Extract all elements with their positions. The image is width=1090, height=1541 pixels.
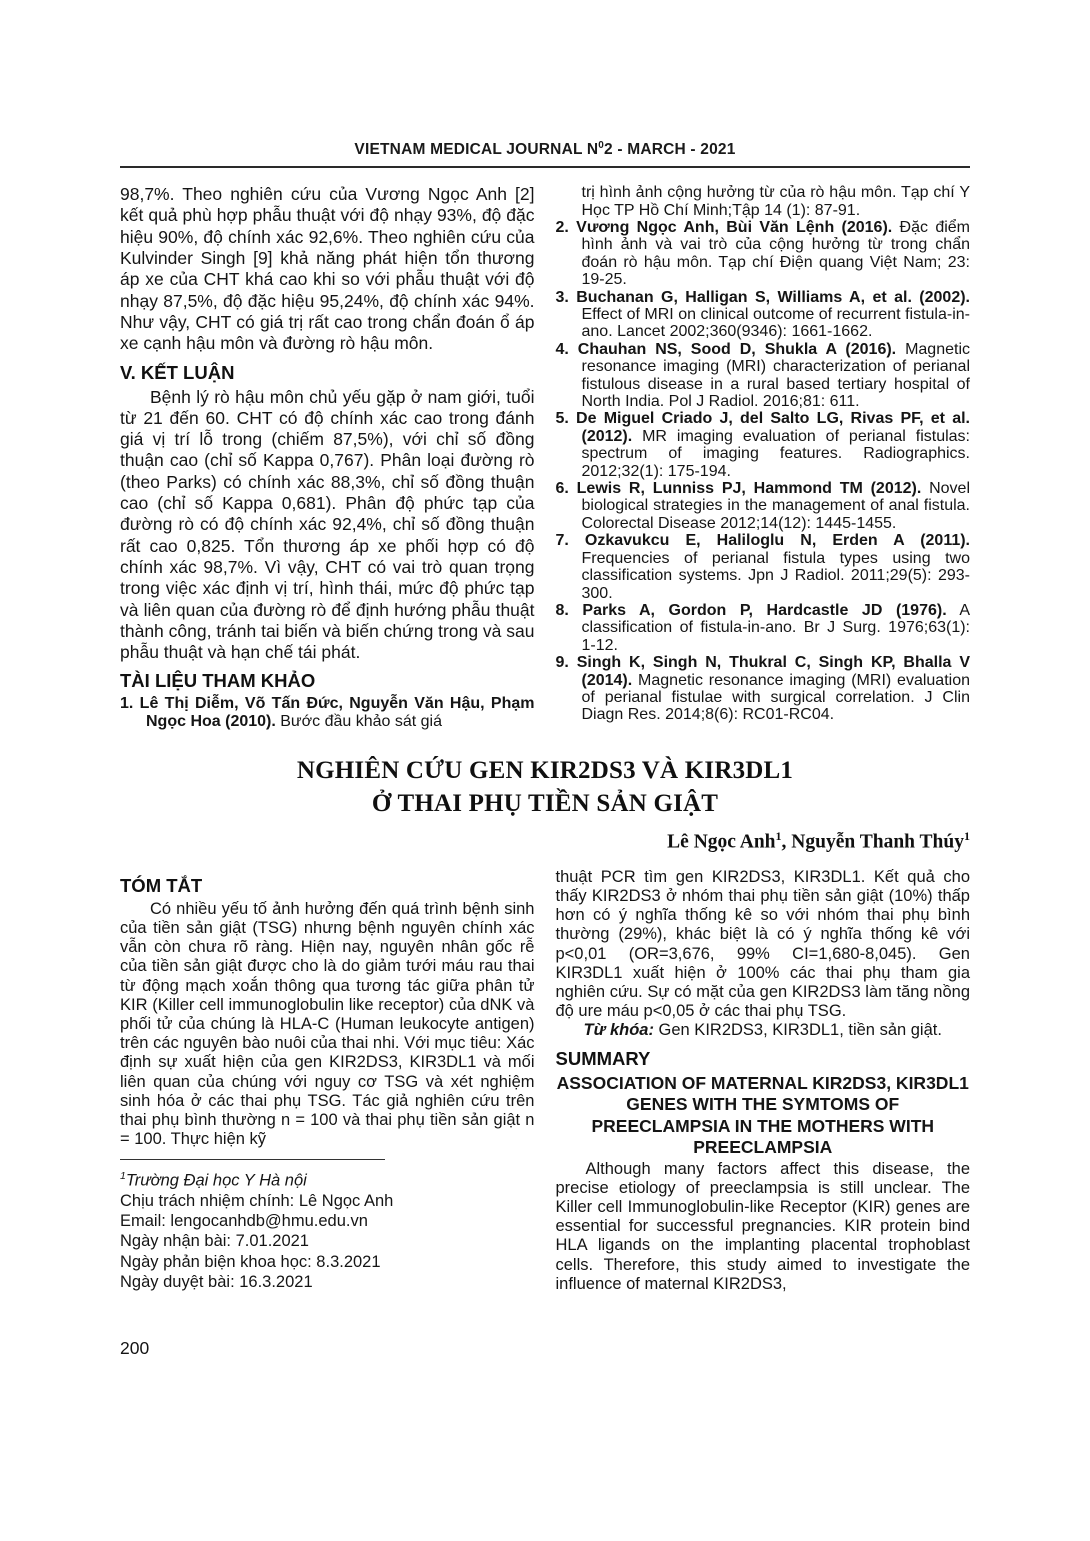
footnote-email: Email: lengocanhdb@hmu.edu.vn: [120, 1212, 368, 1231]
article2-left-column: [120, 868, 535, 1294]
reference-label: 1. Lê Thị Diễm, Võ Tấn Đức, Nguyễn Văn Hậu, Phạm Ngọc Hoa (2010).: [120, 695, 535, 730]
results-continuation-text: 98,7%. Theo nghiên cứu của Vương Ngọc Anh [2] kết quả phù hợp phẫu thuật với độ nhạy 93%, độ đặc hiệu 90%, độ chính xác 92,6%. Theo nghiên cứu của Kulvinder Singh [9] khả năng phát hiện tổn thương áp xe của CHT khá cao khi so với phẫu thuật với độ nhạy 87,5%, độ đặc hiệu 95,24%, độ chính xác 94%. Như vậy, CHT có giá trị rất cao trong chẩn đoán ổ áp xe cạnh hậu môn và đường rò hậu môn.: [120, 184, 535, 354]
reference-item-8: [556, 602, 971, 654]
footnote-date-accepted: Ngày duyệt bài: 16.3.2021: [120, 1272, 313, 1291]
reference-label: 4. Chauhan NS, Sood D, Shukla A (2016).: [555, 340, 897, 358]
article1-right-column: [556, 184, 971, 730]
journal-title-superscript: 0: [598, 140, 605, 151]
abstract-text: Có nhiều yếu tố ảnh hưởng đến quá trình bệnh sinh của tiền sản giật (TSG) nhưng bệnh nguyên chính xác vẫn còn chưa rõ ràng. Hiện nay, nguyên nhân gốc rễ của tiền sản giật được cho là do giảm tưới máu rau thai từ động mạch xoắn thông qua tương tác giữa phân tử KIR (Killer cell immunoglobulin like receptor) của dNK và phối tử của chúng là HLA-C (Human leukocyte antigen) trên các nguyên bào nuôi của thai nhi. Với mục tiêu: Xác định sự xuất hiện của gen KIR2DS3, KIR3DL1 và mối liên quan của chúng với nguy cơ TSG và xét nghiệm sinh hóa ở các thai phụ TSG. Tác giả nghiên cứu trên thai phụ bình thường n = 100 và thai phụ tiền sản giật n = 100. Thực hiện kỹ: [120, 899, 535, 1149]
reference-text: Bước đầu khảo sát giá: [275, 712, 442, 730]
conclusion-text: Bệnh lý rò hậu môn chủ yếu gặp ở nam giới, tuổi từ 21 đến 60. CHT có độ chính xác cao trong đánh giá vị trí lỗ trong (chiếm 87,5%), với chỉ số đồng thuận cao (chỉ số Kappa 0,767). Phân loại đường rò (theo Parks) có chính xác 88,3%, chỉ số đồng thuận cao (chỉ số Kappa 0,681). Phân độ phức tạp của đường rò có độ chính xác 92,4%, chỉ số đồng thuận rất cao 0,825. Tổn thương áp xe phối hợp có độ chính xác 98,7%. Vì vậy, CHT có vai trò quan trọng trong việc xác định vị trí, hình thái, mức độ phức tạp và liên quan của đường rò để định hướng phẫu thuật thành công, tránh tai biến và biến chứng trong và sau phẫu thuật và hạn chế tái phát.: [120, 386, 535, 663]
journal-title-prefix: VIETNAM MEDICAL JOURNAL N: [354, 141, 599, 159]
reference-label: 2. Vương Ngọc Anh, Bùi Văn Lệnh (2016).: [555, 218, 893, 236]
reference-item-1-continuation: trị hình ảnh cộng hưởng từ của rò hậu môn. Tạp chí Y Học TP Hồ Chí Minh;Tập 14 (1): 87-91.: [581, 184, 970, 219]
references-heading: TÀI LIỆU THAM KHẢO: [120, 670, 316, 692]
article1-left-column: [120, 184, 535, 730]
reference-item-4: [556, 341, 971, 411]
reference-item-3: [556, 289, 971, 341]
reference-text: Effect of MRI on clinical outcome of recurrent fistula-in-ano. Lancet 2002;360(9346): 1661-1662.: [581, 306, 970, 341]
footnote-affiliation: $^1$Trường Đại học Y Hà nội: [120, 1170, 307, 1190]
reference-item-2: [556, 219, 971, 289]
article2-title-block: [120, 754, 970, 820]
reference-label: 6. Lewis R, Lunniss PJ, Hammond TM (2012).: [555, 480, 922, 498]
reference-text: MR imaging evaluation of perianal fistulas: spectrum of imaging features. Radiographics. 2012;32(1): 175-194.: [581, 427, 970, 480]
abstract-continuation-text: thuật PCR tìm gen KIR2DS3, KIR3DL1. Kết quả cho thấy KIR2DS3 ở nhóm thai phụ tiền sản giật (10%) thấp hơn có ý nghĩa thống kê so với nhóm thai phụ bình thường (29%), khác biệt là có ý nghĩa thống kê với p<0,01 (OR=3,676, 99% CI=1,680-8,045). Gen KIR3DL1 xuất hiện ở 100% các thai phụ tham gia nghiên cứu. Sự có mặt của gen KIR2DS3 làm tăng nồng độ ure máu p<0,05 ở các thai phụ TSG.: [555, 867, 970, 1021]
reference-item-7: [556, 532, 971, 602]
footnote-rule: [120, 1159, 385, 1160]
summary-english-title: ASSOCIATION OF MATERNAL KIR2DS3, KIR3DL1 GENES WITH THE SYMTOMS OF PREECLAMPSIA IN THE MOTHERS WITH PREECLAMPSIA: [556, 1072, 969, 1158]
reference-label: 9. Singh K, Singh N, Thukral C, Singh KP, Bhalla V (2014).: [555, 654, 970, 689]
page-content: [120, 0, 970, 1294]
keywords-line: [556, 1021, 971, 1040]
reference-item-6: [556, 480, 971, 532]
reference-text: A classification of fistula-in-ano. Br J Surg. 1976;63(1): 1-12.: [581, 601, 971, 654]
article2-title-line2: Ở THAI PHỤ TIỀN SẢN GIẬT: [371, 790, 719, 818]
reference-item-5: [556, 410, 971, 480]
footnote-date-received: Ngày nhận bài: 7.01.2021: [120, 1232, 309, 1251]
reference-text: Magnetic resonance imaging (MRI) characterization of perianal fistulous disease in a rural based tertiary hospital of North India. Pol J Radiol. 2016;81: 611.: [581, 340, 970, 411]
article2-right-column: [556, 868, 971, 1294]
reference-label: 8. Parks A, Gordon P, Hardcastle JD (1976).: [555, 601, 947, 619]
author-name-1: Lê Ngọc Anh: [667, 831, 776, 853]
conclusion-heading: V. KẾT LUẬN: [120, 361, 235, 383]
footnote-date-reviewed: Ngày phản biện khoa học: 8.3.2021: [120, 1252, 381, 1271]
article2-title-line1: NGHIÊN CỨU GEN KIR2DS3 VÀ KIR3DL1: [296, 757, 794, 785]
article2-section: [120, 868, 970, 1294]
footnote-responsible-author: Chịu trách nhiệm chính: Lê Ngọc Anh: [120, 1192, 394, 1211]
abstract-heading: TÓM TẮT: [120, 874, 203, 896]
reference-text: Novel biological strategies in the management of anal fistula. Colorectal Disease 2012;14(12): 1445-1455.: [581, 480, 971, 532]
reference-item-1: [120, 695, 535, 730]
summary-heading: SUMMARY: [555, 1047, 651, 1069]
keywords-text: Gen KIR2DS3, KIR3DL1, tiền sản giật.: [653, 1021, 942, 1040]
author-name-2: , Nguyễn Thanh Thúy: [781, 831, 964, 853]
journal-running-head: [120, 140, 970, 159]
reference-label: 5. De Miguel Criado J, del Salto LG, Rivas PF, et al. (2012).: [555, 410, 970, 445]
article2-authors-line: [120, 829, 970, 854]
article1-section: [120, 184, 970, 730]
reference-text: Magnetic resonance imaging (MRI) evaluation of perianal fistulae with surgical correlation. J Clin Diagn Res. 2014;8(6): RC01-RC04.: [581, 671, 970, 724]
reference-item-9: [556, 654, 971, 724]
footnote-block: [120, 1159, 535, 1292]
header-rule: [120, 166, 970, 168]
reference-text: Đặc điểm hình ảnh và vai trò của cộng hưởng từ trong chẩn đoán rò hậu môn. Tạp chí Điện quang Việt Nam; 23: 19-25.: [581, 218, 971, 289]
reference-text: Frequencies of perianal fistula types using two classification systems. Jpn J Radiol. 2011;29(5): 293-300.: [581, 549, 970, 602]
reference-label: 7. Ozkavukcu E, Haliloglu N, Erden A (2011).: [555, 532, 970, 550]
page-number: 200: [120, 1338, 150, 1358]
keywords-label: Từ khóa:: [583, 1021, 654, 1040]
affiliation-superscript: 1: [120, 1170, 126, 1183]
author-1-affiliation-superscript: 1: [775, 829, 782, 844]
summary-text: Although many factors affect this disease, the precise etiology of preeclampsia is still unclear. The Killer cell Immunoglobulin-like Receptor (KIR) genes are essential for successful pregnancies. KIR protein bind HLA ligands on the implanting placental trophoblast cells. Therefore, this study aimed to investigate the influence of maternal KIR2DS3,: [555, 1159, 970, 1293]
journal-title-suffix: 2 - MARCH - 2021: [604, 141, 736, 159]
reference-label: 3. Buchanan G, Halligan S, Williams A, et al. (2002).: [555, 288, 970, 306]
author-2-affiliation-superscript: 1: [964, 829, 970, 844]
